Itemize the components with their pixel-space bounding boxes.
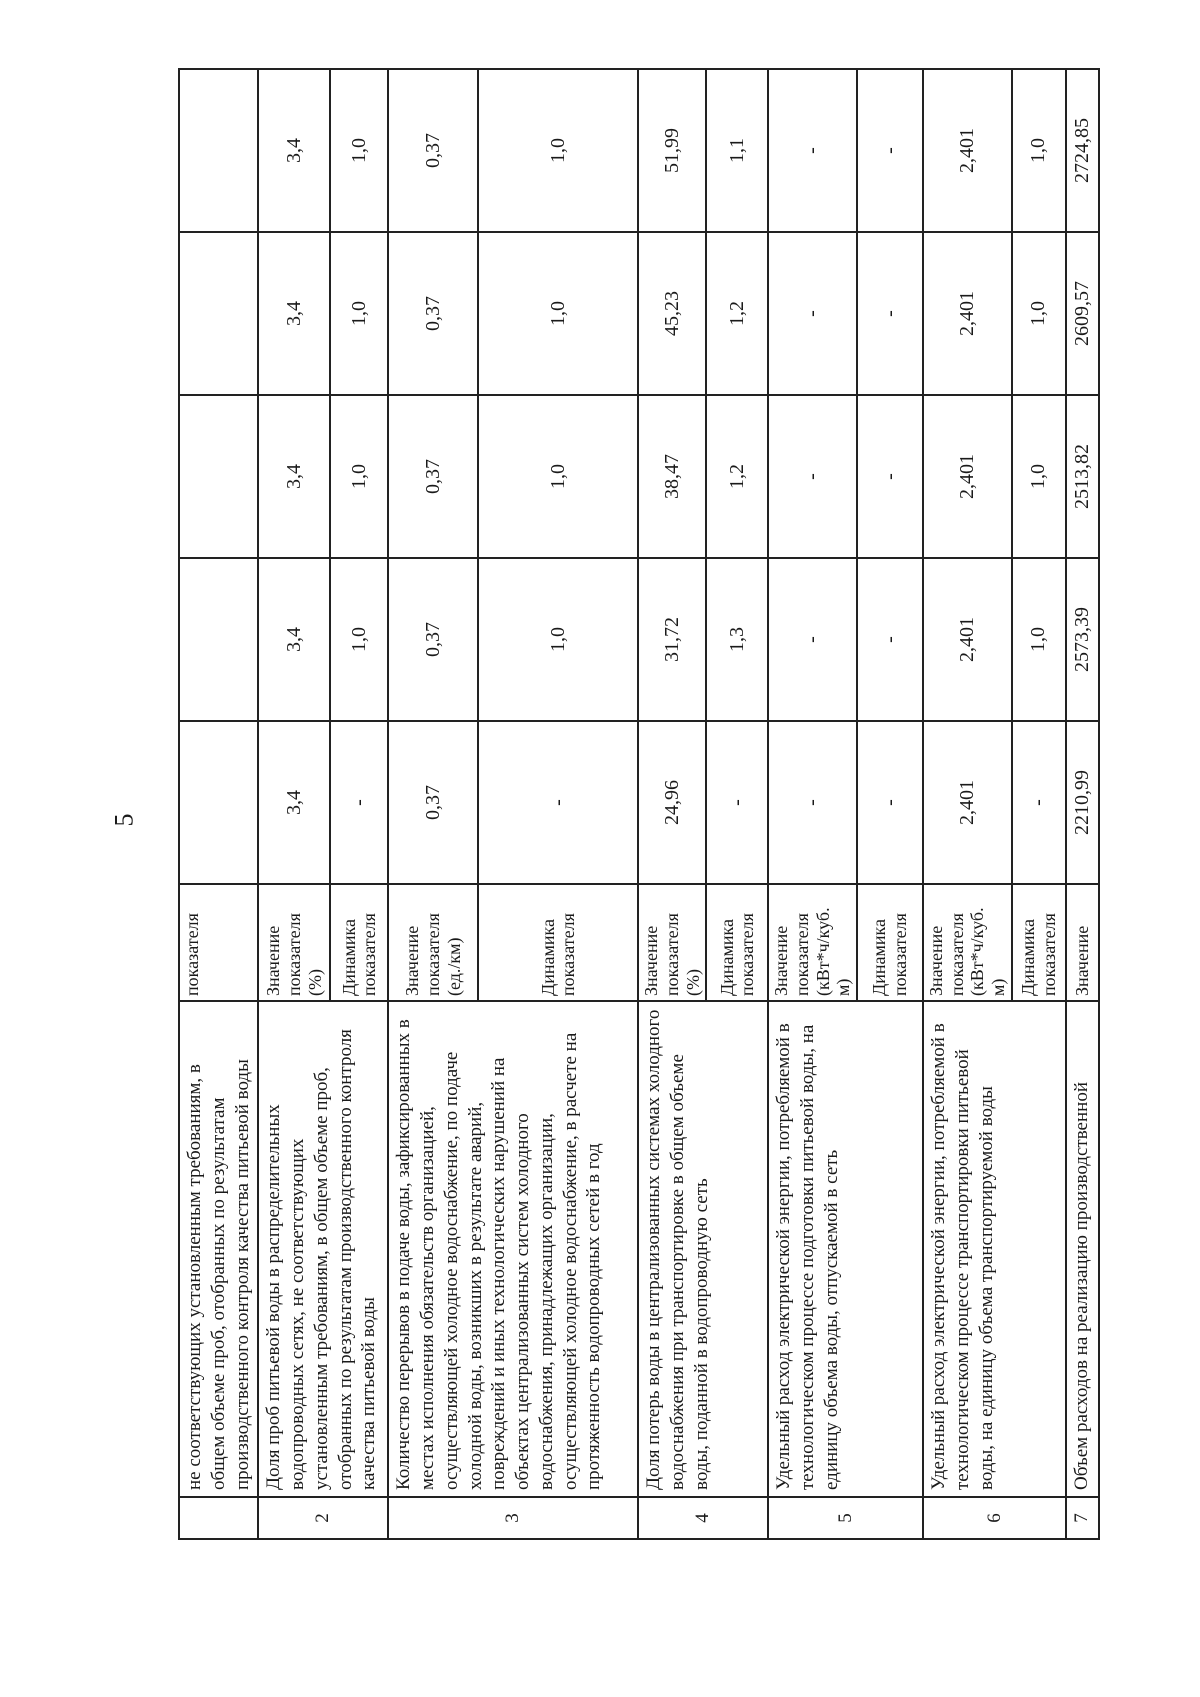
table-cell-value: 1,0 [330, 69, 388, 232]
table-cell-value: 38,47 [638, 395, 706, 558]
table-cell-value: - [768, 395, 857, 558]
table-cell-value: - [478, 721, 638, 884]
table-cell-description: Объем расходов на реализацию производственной [1066, 1001, 1099, 1497]
table-cell-description: Удельный расход электрической энергии, потребляемой в технологическом процессе подготовки питьевой воды, на единицу объема воды, отпускаемой в сеть [768, 1001, 923, 1497]
table-cell-value: - [857, 558, 923, 721]
table-cell-value: - [706, 721, 768, 884]
table-cell-value: - [857, 232, 923, 395]
table-cell-description: Доля потерь воды в централизованных системах холодного водоснабжения при транспортировке в общем объеме воды, поданной в водопроводную сеть [638, 1001, 768, 1497]
table-cell-value: - [857, 395, 923, 558]
table-cell-value: 2,401 [923, 69, 1012, 232]
table-cell-value: - [1012, 721, 1066, 884]
table-cell-value: 31,72 [638, 558, 706, 721]
table-cell-value: 1,0 [1012, 232, 1066, 395]
table-cell-value: 1,0 [330, 558, 388, 721]
table-cell-value: 1,1 [706, 69, 768, 232]
table-cell-num: 5 [768, 1497, 923, 1539]
table-cell-value: 3,4 [258, 232, 330, 395]
table-cell-unit: Динамика показателя [857, 884, 923, 1001]
table-cell-description: Количество перерывов в подаче воды, зафиксированных в местах исполнения обязательств организацией, осуществляющей холодное водоснабжение, по подаче холодной воды, возникших в результате аварий, повреждений и иных технологических нарушений на объектах централизованных систем холодного водоснабжения, принадлежащих организации, осуществляющей холодное водоснабжение, в расчете на протяженность водопроводных сетей в год [388, 1001, 638, 1497]
table-cell-value: - [768, 558, 857, 721]
table-cell-value: 2513,82 [1066, 395, 1099, 558]
table-cell-num: 6 [923, 1497, 1066, 1539]
table-row [388, 69, 478, 1539]
table-cell-value: 3,4 [258, 395, 330, 558]
table-cell-value: 1,0 [1012, 69, 1066, 232]
table-cell-unit: Значение [1066, 884, 1099, 1001]
table-cell-unit: Динамика показателя [478, 884, 638, 1001]
table-cell-value: 1,3 [706, 558, 768, 721]
table-row [258, 69, 330, 1539]
table-cell-value: - [768, 232, 857, 395]
table-cell-value [179, 558, 258, 721]
table-cell-value: 2210,99 [1066, 721, 1099, 884]
table-cell-value: - [857, 721, 923, 884]
table-cell-value: 1,0 [1012, 558, 1066, 721]
table-cell-value: 2,401 [923, 721, 1012, 884]
table-cell-value: 0,37 [388, 558, 478, 721]
table-cell-value: - [768, 69, 857, 232]
table-cell-num [179, 1497, 258, 1539]
table-cell-value: 2,401 [923, 558, 1012, 721]
table-cell-value [179, 69, 258, 232]
table-cell-value: 1,0 [478, 558, 638, 721]
page-number: 5 [109, 813, 139, 827]
table-cell-value: 2,401 [923, 232, 1012, 395]
table-cell-description: не соответствующих установленным требованиям, в общем объеме проб, отобранных по результатам производственного контроля качества питьевой воды [179, 1001, 258, 1497]
table-cell-description: Доля проб питьевой воды в распределительных водопроводных сетях, не соответствующих установленным требованиям, в общем объеме проб, отобранных по результатам производственного контроля качества питьевой воды [258, 1001, 388, 1497]
indicators-table [178, 68, 1100, 1540]
table-row [1066, 69, 1099, 1539]
table-row-continuation [179, 69, 258, 1539]
table-cell-value: 0,37 [388, 721, 478, 884]
table-cell-value: - [330, 721, 388, 884]
table-cell-value [179, 395, 258, 558]
table-cell-unit: Динамика показателя [330, 884, 388, 1001]
table-cell-value: 0,37 [388, 232, 478, 395]
table-cell-unit: Значение показателя (ед./км) [388, 884, 478, 1001]
table-cell-value: 1,0 [1012, 395, 1066, 558]
table-row [768, 69, 857, 1539]
table-cell-value: 1,0 [330, 232, 388, 395]
table-cell-value: 2,401 [923, 395, 1012, 558]
table-cell-unit: Динамика показателя [706, 884, 768, 1001]
table-cell-value: 1,0 [330, 395, 388, 558]
table-cell-description: Удельный расход электрической энергии, потребляемой в технологическом процессе транспортировки питьевой воды, на единицу объема транспортируемой воды [923, 1001, 1066, 1497]
table-cell-value: 24,96 [638, 721, 706, 884]
table-cell-value: 1,2 [706, 395, 768, 558]
table-cell-value: 3,4 [258, 558, 330, 721]
table-cell-value [179, 232, 258, 395]
table-cell-unit: Значение показателя (%) [258, 884, 330, 1001]
table-cell-value: 1,0 [478, 232, 638, 395]
rotated-table-wrapper [178, 70, 1093, 1540]
table-cell-value: 1,0 [478, 69, 638, 232]
table-cell-value: 0,37 [388, 395, 478, 558]
table-cell-value: 3,4 [258, 721, 330, 884]
table-cell-num: 4 [638, 1497, 768, 1539]
table-cell-value: 1,2 [706, 232, 768, 395]
table-cell-value: 0,37 [388, 69, 478, 232]
table-cell-value: - [857, 69, 923, 232]
table-cell-value: - [768, 721, 857, 884]
table-cell-unit: Значение показателя (кВт*ч/куб. м) [923, 884, 1012, 1001]
table-cell-unit: Значение показателя (кВт*ч/куб. м) [768, 884, 857, 1001]
table-cell-value: 2609,57 [1066, 232, 1099, 395]
table-row [923, 69, 1012, 1539]
table-cell-value: 2573,39 [1066, 558, 1099, 721]
table-cell-value [179, 721, 258, 884]
table-cell-num: 7 [1066, 1497, 1099, 1539]
table-cell-value: 2724,85 [1066, 69, 1099, 232]
table-cell-unit: Динамика показателя [1012, 884, 1066, 1001]
table-cell-value: 45,23 [638, 232, 706, 395]
table-cell-value: 1,0 [478, 395, 638, 558]
table-cell-unit: показателя [179, 884, 258, 1001]
table-cell-unit: Значение показателя (%) [638, 884, 706, 1001]
table-cell-num: 3 [388, 1497, 638, 1539]
table-cell-num: 2 [258, 1497, 388, 1539]
table-row [638, 69, 706, 1539]
table-cell-value: 3,4 [258, 69, 330, 232]
table-cell-value: 51,99 [638, 69, 706, 232]
